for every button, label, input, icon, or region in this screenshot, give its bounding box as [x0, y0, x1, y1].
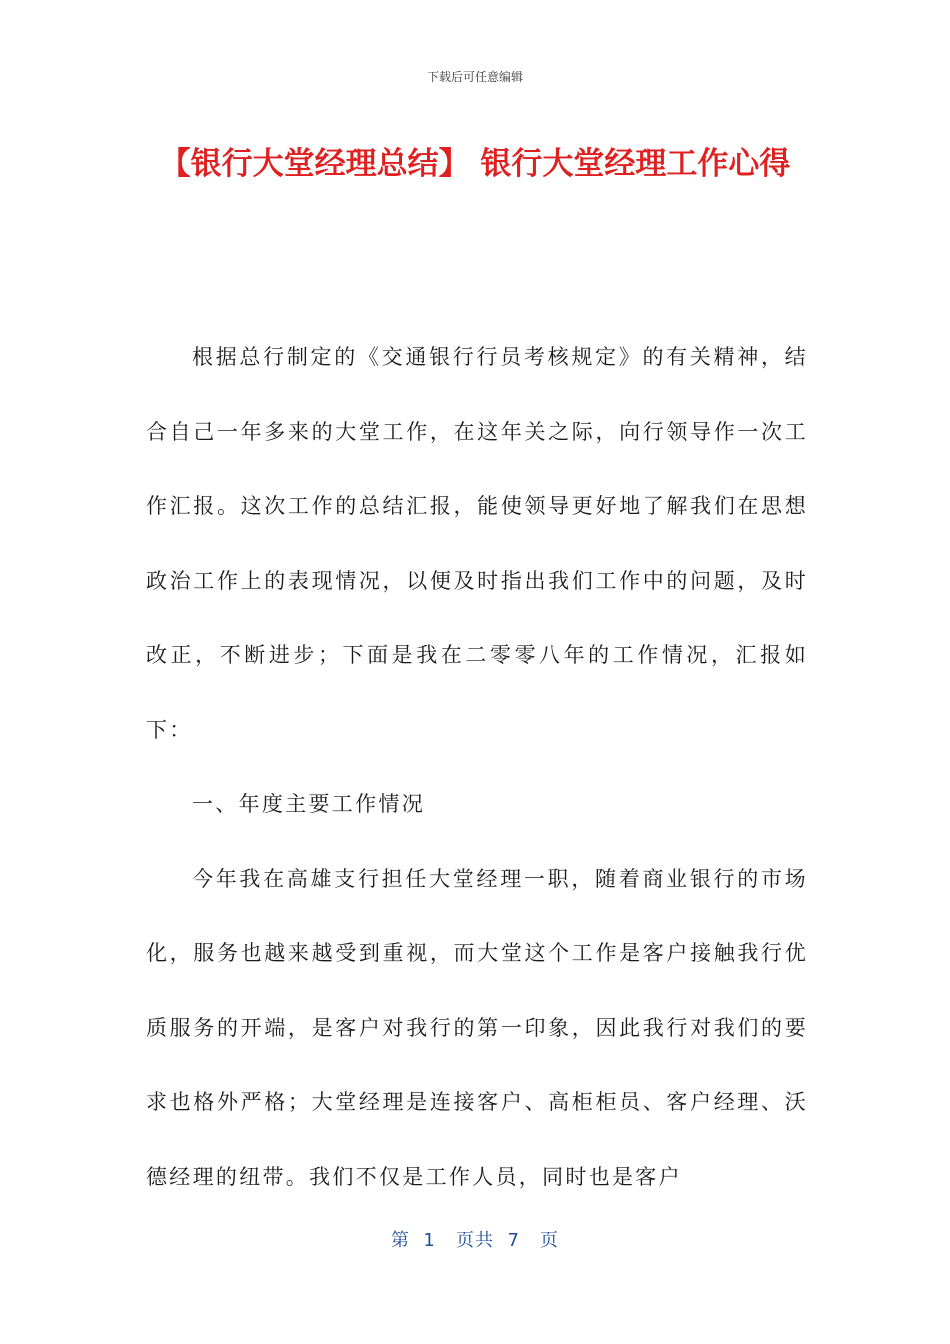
section-heading: 一、年度主要工作情况: [192, 792, 425, 816]
page-number-footer: 第 1 页共 7 页: [390, 1230, 560, 1251]
document-title: 【银行大堂经理总结】 银行大堂经理工作心得: [159, 146, 791, 182]
body-paragraph-work: 今年我在高雄支行担任大堂经理一职，随着商业银行的市场化，服务也越来越受到重视，而大堂这个工作是客户接触我行优质服务的开端，是客户对我行的第一印象，因此我行对我们的要求也格外严格；大堂经理是连接客户、高柜柜员、客户经理、沃德经理的纽带。我们不仅是工作人员，同时也是客户: [146, 866, 808, 1189]
body-paragraph-intro: 根据总行制定的《交通银行行员考核规定》的有关精神，结合自己一年多来的大堂工作，在这年关之际，向行领导作一次工作汇报。这次工作的总结汇报，能使领导更好地了解我们在思想政治工作上的表现情况，以便及时指出我们工作中的问题，及时改正，不断进步；下面是我在二零零八年的工作情况，汇报如下：: [146, 345, 808, 742]
document-body: [146, 320, 808, 1214]
page-header-note: 下载后可任意编辑: [426, 70, 523, 84]
